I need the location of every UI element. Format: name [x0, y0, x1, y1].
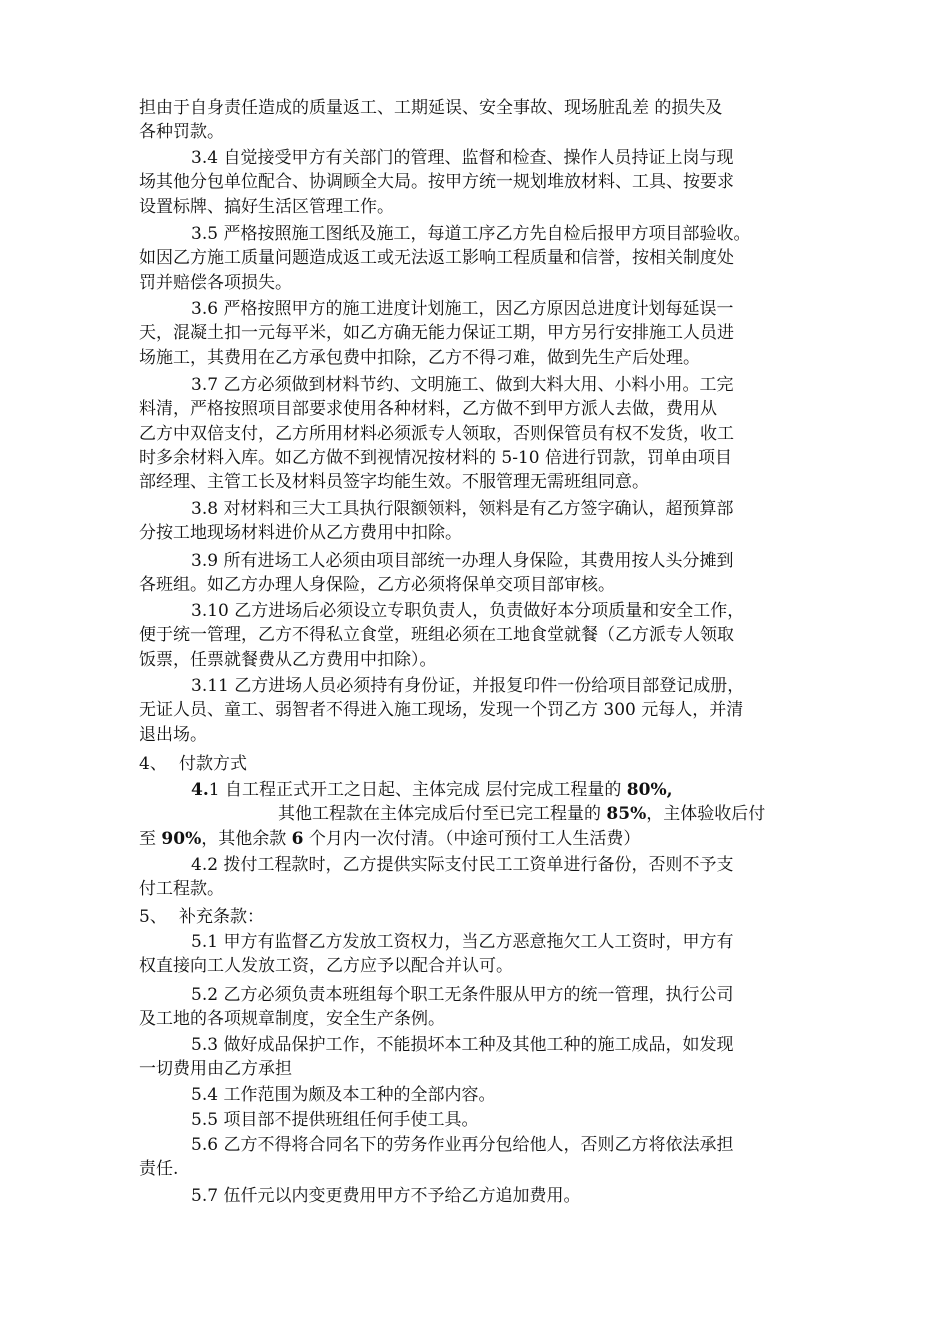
- text-line: [139, 802, 819, 826]
- clause-4-1: [139, 778, 819, 851]
- clause-5-3: [139, 1033, 819, 1082]
- text-line: 3.6 严格按照甲方的施工进度计划施工，因乙方原因总进度计划每延误一: [191, 299, 734, 319]
- section-5-heading: [139, 905, 819, 929]
- text-line: 一切费用由乙方承担: [139, 1059, 292, 1080]
- text-line: 乙方中双倍支付，乙方所用材料必须派专人领取，否则保管员有权不发货，收工: [139, 423, 734, 444]
- text-line: 5.1 甲方有监督乙方发放工资权力，当乙方恶意拖欠工人工资时，甲方有: [191, 932, 734, 952]
- text-line: 权直接向工人发放工资，乙方应予以配合并认可。: [139, 956, 513, 977]
- clause-3-3-tail: [139, 96, 819, 145]
- text-line: 5.2 乙方必须负责本班组每个职工无条件服从甲方的统一管理，执行公司: [191, 985, 734, 1005]
- text-line: 3.7 乙方必须做到材料节约、文明施工、做到大料大用、小料小用。工完: [191, 375, 734, 395]
- text-line: 饭票，任票就餐费从乙方费用中扣除）。: [139, 649, 437, 670]
- clause-5-5: [139, 1108, 819, 1132]
- section-number: 5、: [139, 907, 167, 927]
- text-line: 3.9 所有进场工人必须由项目部统一办理人身保险，其费用按人头分摊到: [191, 551, 734, 571]
- clause-3-4: [139, 146, 819, 219]
- clause-5-1: [139, 930, 819, 979]
- text-line: 5.7 伍仟元以内变更费用甲方不予给乙方追加费用。: [191, 1186, 581, 1206]
- clause-3-10: [139, 599, 819, 672]
- text-line: 3.5 严格按照施工图纸及施工，每道工序乙方先自检后报甲方项目部验收。: [191, 224, 751, 244]
- clause-5-2: [139, 983, 819, 1032]
- clause-3-5: [139, 222, 819, 295]
- clause-num: 4.: [191, 780, 209, 800]
- text-line: 各班组。如乙方办理人身保险，乙方必须将保单交项目部审核。: [139, 575, 615, 596]
- text-span: 个月内一次付清。（中途可预付工人生活费）: [303, 828, 641, 849]
- section-number: 4、: [139, 754, 167, 774]
- text-line: 部经理、主管工长及材料员签字均能生效。不服管理无需班组同意。: [139, 472, 649, 493]
- text-line: 5.5 项目部不提供班组任何手使工具。: [191, 1110, 479, 1130]
- text-line: 3.10 乙方进场后必须设立专职负责人，负责做好本分项质量和安全工作，: [191, 601, 745, 621]
- text-line: 责任.: [139, 1159, 179, 1180]
- text-line: 4.2 拨付工程款时，乙方提供实际支付民工工资单进行备份，否则不予支: [191, 855, 734, 875]
- text-line: 时多余材料入库。如乙方做不到视情况按材料的 5-10 倍进行罚款，罚单由项目: [139, 447, 732, 468]
- percent-value: 85%: [606, 804, 647, 825]
- clause-4-2: [139, 853, 819, 902]
- text-line: 场其他分包单位配合、协调顾全大局。按甲方统一规划堆放材料、工具、按要求: [139, 172, 734, 193]
- text-line: 各种罚款。: [139, 122, 224, 143]
- clause-5-6: [139, 1133, 819, 1182]
- text-line: 5.3 做好成品保护工作，不能损坏本工种及其他工种的施工成品，如发现: [191, 1035, 734, 1055]
- clause-3-11: [139, 674, 819, 747]
- text-line: 担由于自身责任造成的质量返工、工期延误、安全事故、现场脏乱差 的损失及: [139, 98, 723, 118]
- clause-3-9: [139, 549, 819, 598]
- text-line: 5.4 工作范围为颇及本工种的全部内容。: [191, 1085, 496, 1105]
- text-span: 至: [139, 828, 162, 849]
- section-4-heading: [139, 752, 819, 776]
- text-line: 天，混凝土扣一元每平米，如乙方确无能力保证工期，甲方另行安排施工人员进: [139, 323, 734, 344]
- percent-value: 80%,: [626, 780, 673, 800]
- text-line: 罚并赔偿各项损失。: [139, 272, 292, 293]
- heading-line: [139, 752, 819, 776]
- text-line: 3.11 乙方进场人员必须持有身份证，并报复印件一份给项目部登记成册，: [191, 676, 745, 696]
- heading-line: [139, 905, 819, 929]
- text-span: 1 自工程正式开工之日起、主体完成 层付完成工程量的: [208, 780, 627, 800]
- text-line: [139, 778, 819, 802]
- text-line: 退出场。: [139, 724, 207, 745]
- text-line: 分按工地现场材料进价从乙方费用中扣除。: [139, 523, 462, 544]
- text-span: ，主体验收后付: [646, 804, 766, 825]
- text-line: 付工程款。: [139, 879, 224, 900]
- clause-5-4: [139, 1083, 819, 1107]
- text-line: 料清，严格按照项目部要求使用各种材料，乙方做不到甲方派人去做，费用从: [139, 399, 717, 420]
- text-line: 3.8 对材料和三大工具执行限额领料，领料是有乙方签字确认，超预算部: [191, 499, 734, 519]
- clause-5-7: [139, 1184, 819, 1208]
- section-title: 付款方式: [179, 754, 247, 774]
- month-count: 6: [291, 828, 304, 849]
- text-line: 便于统一管理，乙方不得私立食堂，班组必须在工地食堂就餐（乙方派专人领取: [139, 625, 734, 646]
- text-line: 5.6 乙方不得将合同名下的劳务作业再分包给他人，否则乙方将依法承担: [191, 1135, 734, 1155]
- text-line: 无证人员、童工、弱智者不得进入施工现场，发现一个罚乙方 300 元每人，并清: [139, 700, 744, 721]
- text-span: ，其他余款: [201, 828, 292, 849]
- text-span: 其他工程款在主体完成后付至已完工程量的: [278, 804, 607, 825]
- text-line: 如因乙方施工质量问题造成返工或无法返工影响工程质量和信誉，按相关制度处: [139, 248, 734, 269]
- clause-3-7: [139, 373, 819, 494]
- section-title: 补充条款：: [179, 907, 264, 927]
- clause-3-8: [139, 497, 819, 546]
- text-line: 及工地的各项规章制度，安全生产条例。: [139, 1009, 445, 1030]
- text-line: 场施工，其费用在乙方承包费中扣除，乙方不得刁难，做到先生产后处理。: [139, 347, 700, 368]
- clause-3-6: [139, 297, 819, 370]
- text-line: 设置标牌、搞好生活区管理工作。: [139, 196, 394, 217]
- text-line: [139, 827, 819, 851]
- percent-value: 90%: [161, 828, 202, 849]
- text-line: 3.4 自觉接受甲方有关部门的管理、监督和检查、操作人员持证上岗与现: [191, 148, 734, 168]
